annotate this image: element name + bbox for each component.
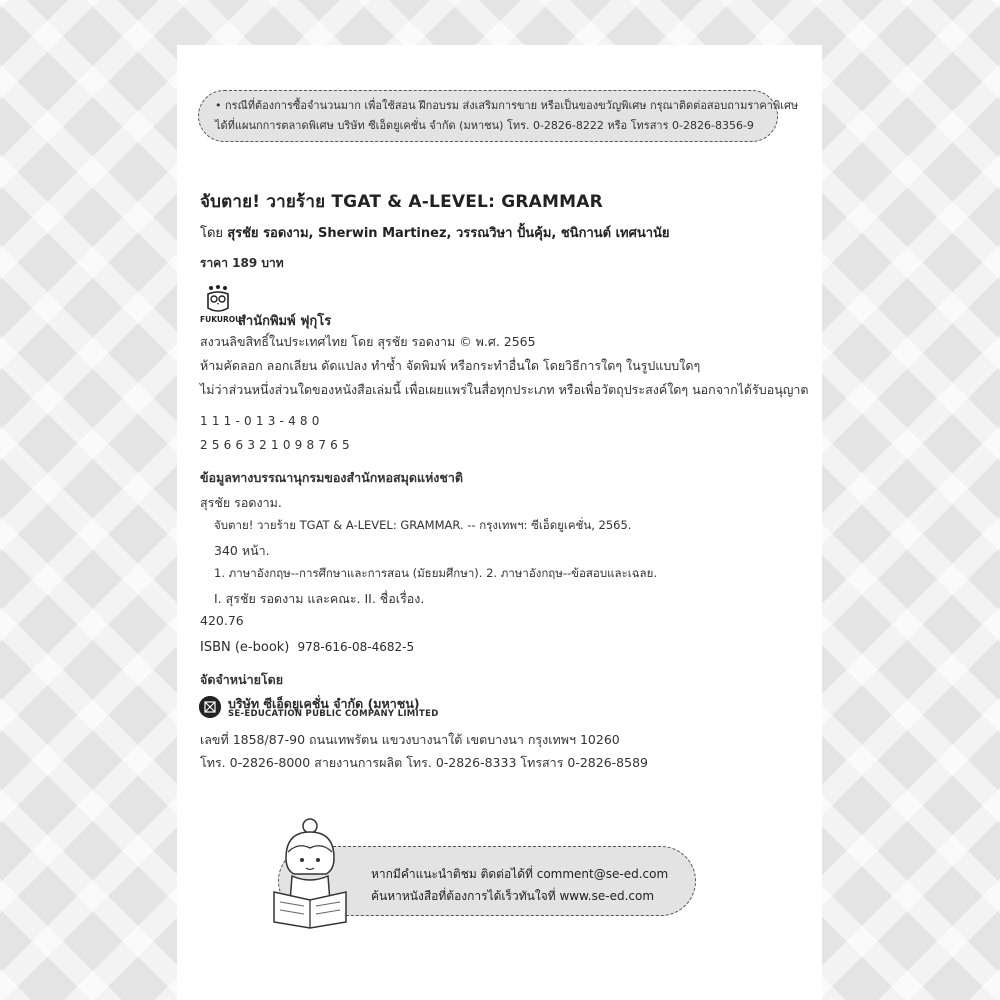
se-ed-logo-icon (199, 696, 221, 718)
contact-website-line: ค้นหาหนังสือที่ต้องการได้เร็วทันใจที่ www.se-ed.com (371, 889, 655, 903)
notice-line-2: ได้ที่แผนกการตลาดพิเศษ บริษัท ซีเอ็ดยูเคชั่น จำกัด (มหาชน) โทร. 0-2826-8222 หรือ โทรสาร 0-2826-8356-9 (215, 119, 754, 132)
author-names: สุรชัย รอดงาม, Sherwin Martinez, วรรณวิษา ปั้นคุ้ม, ชนิกานต์ เทศนานัย (227, 226, 670, 241)
reading-child-illustration (266, 818, 366, 930)
copyright-line: สงวนลิขสิทธิ์ในประเทศไทย โดย สุรชัย รอดงาม © พ.ศ. 2565 (200, 334, 536, 349)
by-label: โดย (200, 226, 224, 241)
authors-line (200, 222, 670, 243)
distributor-phones: โทร. 0-2826-8000 สายงานการผลิต โทร. 0-2826-8333 โทรสาร 0-2826-8589 (200, 755, 648, 770)
distributor-name-en: SE-EDUCATION PUBLIC COMPANY LIMITED (228, 709, 439, 719)
notice-line-1: • กรณีที่ต้องการซื้อจำนวนมาก เพื่อใช้สอน ฝึกอบรม ส่งเสริมการขาย หรือเป็นของขวัญพิเศษ กรุณาติดต่อสอบถามราคาพิเศษ (215, 99, 799, 112)
isbn-line (200, 640, 414, 655)
rights-line-1: ห้ามคัดลอก ลอกเลียน ดัดแปลง ทำซ้ำ จัดพิมพ์ หรือกระทำอื่นใด โดยวิธีการใดๆ ในรูปแบบใดๆ (200, 358, 701, 373)
catalog-heading: ข้อมูลทางบรรณานุกรมของสำนักหอสมุดแห่งชาติ (200, 470, 464, 485)
isbn-label: ISBN (e-book) (200, 640, 290, 655)
book-price: ราคา 189 บาท (200, 256, 284, 270)
publisher-name: สำนักพิมพ์ ฟุกุโร (238, 314, 332, 329)
catalog-pages: 340 หน้า. (214, 543, 270, 558)
book-code-1: 111-013-480 (200, 414, 324, 428)
fukurou-owl-logo (200, 284, 242, 324)
isbn-value: 978-616-08-4682-5 (297, 640, 415, 654)
book-code-2: 2566321098765 (200, 438, 354, 452)
catalog-subjects: 1. ภาษาอังกฤษ--การศึกษาและการสอน (มัธยมศึกษา). 2. ภาษาอังกฤษ--ข้อสอบและเฉลย. (214, 566, 657, 580)
distributor-address: เลขที่ 1858/87-90 ถนนเทพรัตน แขวงบางนาใต้ เขตบางนา กรุงเทพฯ 10260 (200, 732, 620, 747)
book-title: จับตาย! วายร้าย TGAT & A-LEVEL: GRAMMAR (200, 192, 603, 212)
rights-line-2: ไม่ว่าส่วนหนึ่งส่วนใดของหนังสือเล่มนี้ เพื่อเผยแพร่ในสื่อทุกประเภท หรือเพื่อวัตถุประสงค์ใดๆ นอกจากได้รับอนุญาต (200, 382, 809, 397)
catalog-added-entries: I. สุรชัย รอดงาม และคณะ. II. ชื่อเรื่อง. (214, 591, 425, 606)
bulk-purchase-notice (198, 90, 799, 142)
catalog-classification: 420.76 (200, 613, 244, 628)
contact-feedback-line: หากมีคำแนะนำติชม ติดต่อได้ที่ comment@se-ed.com (371, 867, 669, 881)
distributor-name-th: บริษัท ซีเอ็ดยูเคชั่น จำกัด (มหาชน) (228, 696, 420, 711)
catalog-entry: จับตาย! วายร้าย TGAT & A-LEVEL: GRAMMAR. -- กรุงเทพฯ: ซีเอ็ดยูเคชั่น, 2565. (214, 518, 632, 532)
distributor-heading: จัดจำหน่ายโดย (200, 672, 284, 687)
logo-wordmark: FUKUROU (200, 315, 242, 324)
catalog-author: สุรชัย รอดงาม. (200, 495, 282, 510)
